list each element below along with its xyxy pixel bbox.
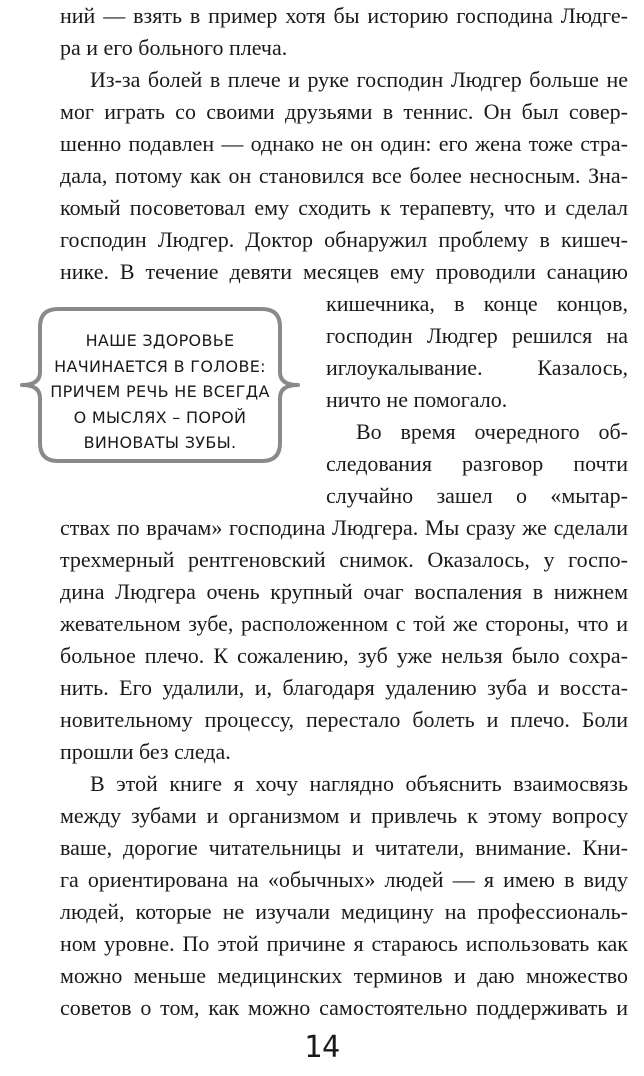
body-line: можно меньше медицинских терминов и даю множество: [60, 963, 628, 988]
body-line: следования разговор почти: [326, 451, 628, 476]
body-line: кишечника, в конце концов,: [326, 291, 628, 316]
body-line: советов о том, как можно самостоятельно поддерживать и: [60, 995, 628, 1020]
body-line: дина Людгера очень крупный очаг воспаления в нижнем: [60, 579, 628, 604]
body-line: нить. Его удалили, и, благодаря удалению зуба и восста-: [60, 675, 628, 700]
pull-quote-callout: [18, 306, 302, 464]
body-line: между зубами и организмом и привлечь к этому вопросу: [60, 803, 628, 828]
callout-text: [42, 328, 278, 456]
body-line: га ориентирована на «обычных» людей — я имею в виду: [60, 867, 628, 892]
body-line: В этой книге я хочу наглядно объяснить взаимосвязь: [90, 771, 628, 796]
body-line: больное плечо. К сожалению, зуб уже нельзя было сохра-: [60, 643, 628, 668]
body-line: господин Людгер. Доктор обнаружил проблему в кишеч-: [60, 227, 628, 252]
body-line: ничто не помогало.: [326, 387, 508, 412]
body-line: нике. В течение девяти месяцев ему проводили санацию: [60, 259, 628, 284]
body-line: новительному процессу, перестало болеть и плечо. Боли: [60, 707, 628, 732]
body-line: ра и его больного плеча.: [60, 35, 288, 60]
body-line: жевательном зубе, расположенном с той же стороны, что и: [60, 611, 628, 636]
body-line: иглоукалывание. Казалось,: [326, 355, 628, 380]
body-line: комый посоветовал ему сходить к терапевту, что и сделал: [60, 195, 628, 220]
callout-line: ПРИЧЕМ РЕЧЬ НЕ ВСЕГДА: [50, 382, 270, 401]
body-line: ний — взять в пример хотя бы историю господина Людге-: [60, 3, 628, 28]
body-line: Во время очередного об-: [356, 419, 628, 444]
page-number: 14: [303, 1030, 341, 1065]
body-line: случайно зашел о «мытар-: [326, 483, 628, 508]
callout-line: НАЧИНАЕТСЯ В ГОЛОВЕ:: [54, 356, 266, 376]
callout-line: НАШЕ ЗДОРОВЬЕ: [85, 331, 235, 350]
callout-line: ВИНОВАТЫ ЗУБЫ.: [83, 433, 237, 452]
body-line: ваше, дорогие читательницы и читатели, внимание. Кни-: [60, 835, 628, 860]
body-line: шенно подавлен — однако не он один: его жена тоже стра-: [60, 131, 628, 156]
body-line: ствах по врачам» господина Людгера. Мы сразу же сделали: [60, 515, 628, 540]
body-line: господин Людгер решился на: [326, 323, 628, 348]
body-line: прошли без следа.: [60, 739, 231, 764]
body-line: мог играть со своими друзьями в теннис. Он был совер-: [60, 99, 628, 124]
body-line: людей, которые не изучали медицину на профессиональ-: [60, 899, 628, 924]
body-line: Из-за болей в плече и руке господин Людгер больше не: [90, 67, 628, 92]
body-line: дала, потому как он становился все более несносным. Зна-: [60, 163, 628, 188]
callout-line: О МЫСЛЯХ – ПОРОЙ: [73, 407, 247, 427]
body-line: ном уровне. По этой причине я стараюсь использовать как: [60, 931, 628, 956]
body-line: трехмерный рентгеновский снимок. Оказалось, у госпо-: [60, 547, 628, 572]
